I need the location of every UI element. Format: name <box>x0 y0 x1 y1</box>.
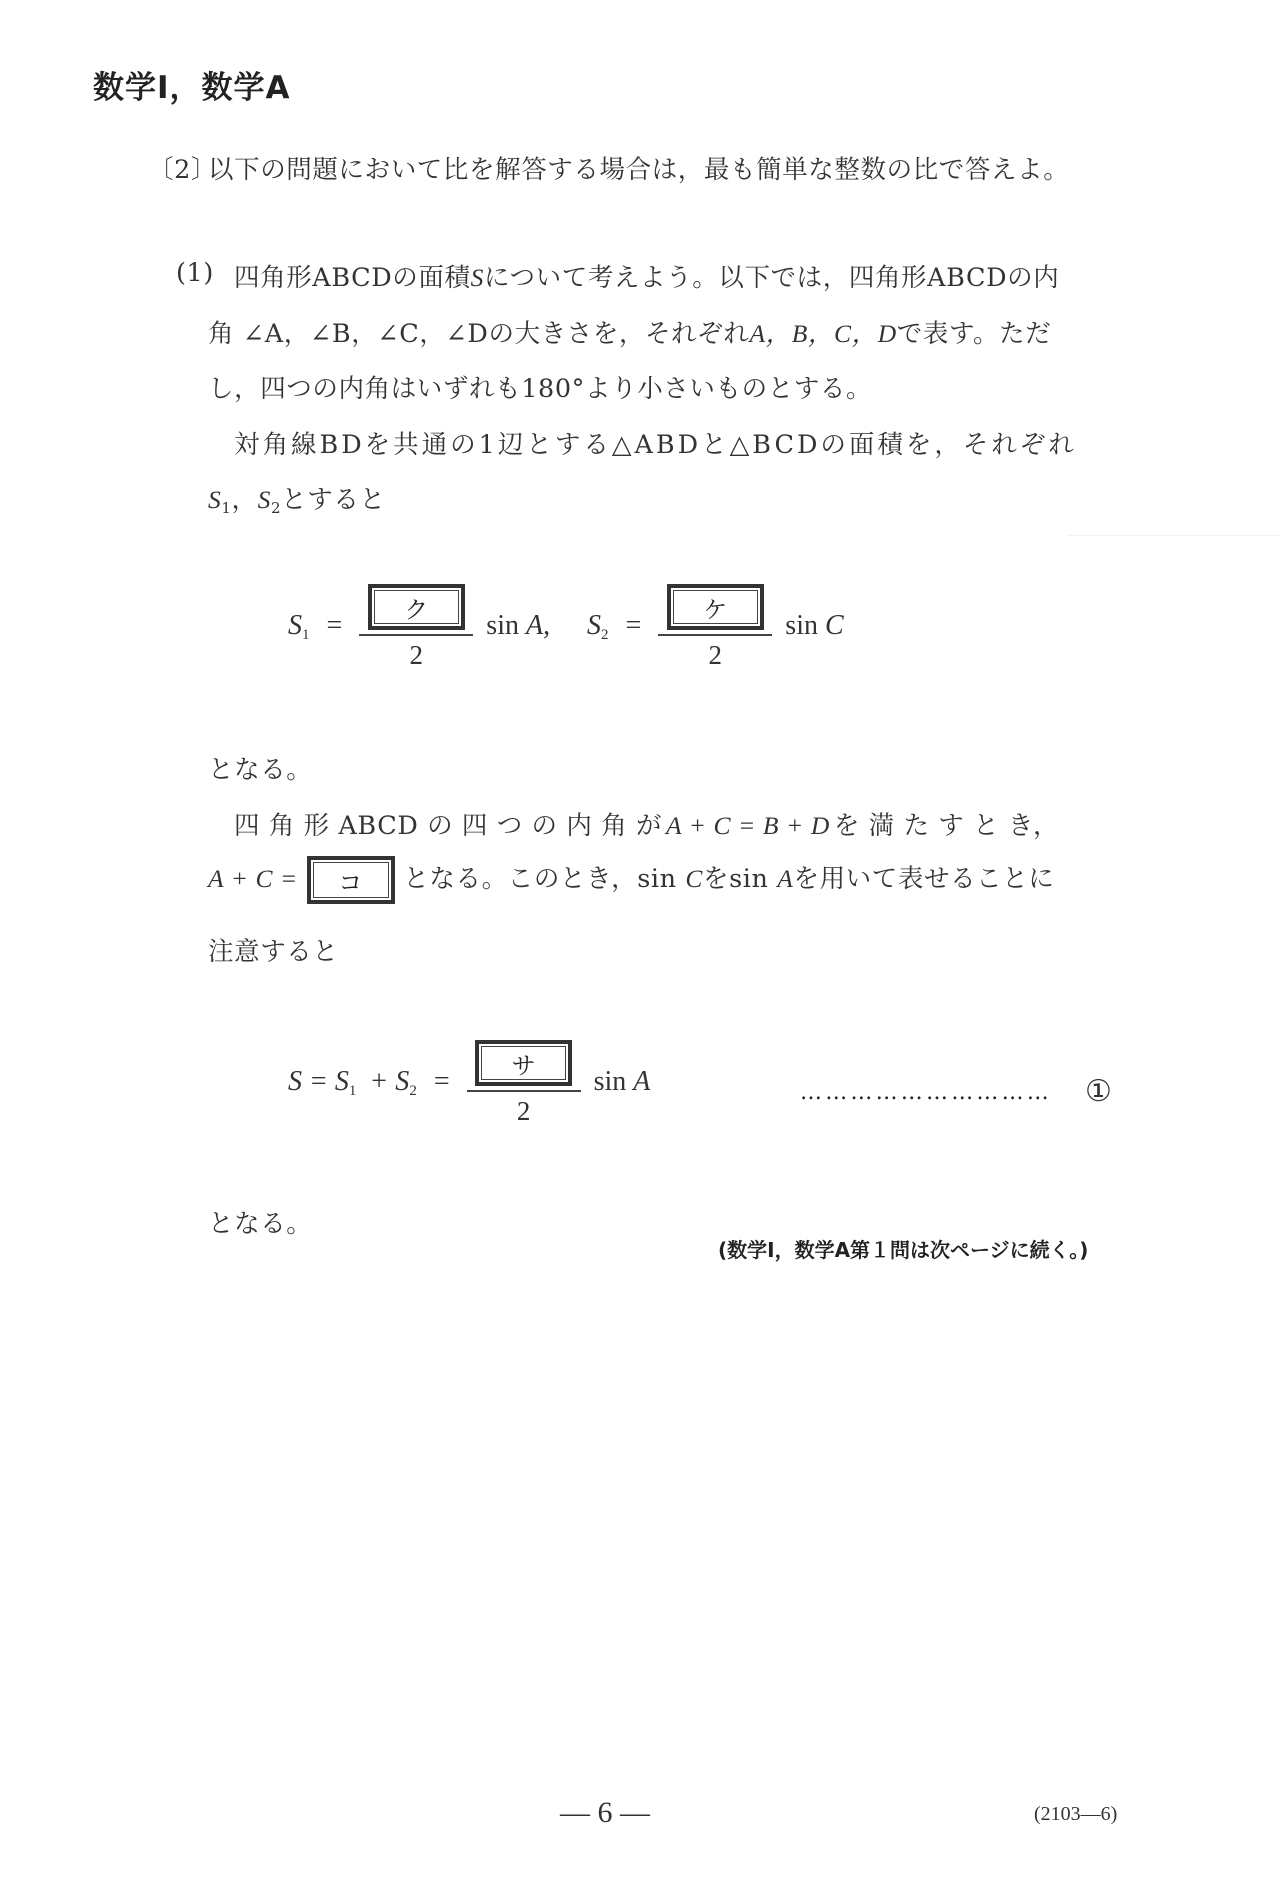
paragraph-line-5 <box>208 480 386 517</box>
subscript: 1 <box>302 626 310 643</box>
paragraph-line-2 <box>208 314 1051 350</box>
math-var: A <box>777 864 794 893</box>
paragraph-line-1 <box>234 258 1059 294</box>
fraction-bar <box>359 634 473 636</box>
numerator <box>658 584 772 634</box>
answer-box-label: コ <box>313 862 389 898</box>
answer-box-ku[interactable] <box>368 584 465 630</box>
equals-sign: = <box>433 1065 450 1097</box>
math-expression: S = S <box>288 1065 349 1097</box>
subscript: 2 <box>601 626 609 643</box>
math-expression: + S <box>369 1065 410 1097</box>
math-var: C <box>824 609 844 641</box>
subscript: 2 <box>409 1082 417 1099</box>
page-number: — 6 — <box>560 1796 650 1829</box>
naru-text-1: となる。 <box>208 755 313 785</box>
section-label: 〔2〕 <box>148 155 218 185</box>
sin-function: sin <box>785 609 818 641</box>
math-equation: A + C = B + D <box>666 811 830 840</box>
sin-function: sin <box>637 864 677 894</box>
text-span: 四 角 形 ABCD の 四 つ の 内 角 が <box>234 811 663 841</box>
equation-number: ① <box>1085 1074 1112 1109</box>
equals-sign: = <box>326 609 343 641</box>
fraction <box>658 584 772 671</box>
text-span: を用いて表せることに <box>793 864 1055 894</box>
math-var: S <box>470 263 484 292</box>
numerator <box>467 1040 581 1090</box>
intro-text: 以下の問題において比を解答する場合は，最も簡単な整数の比で答えよ。 <box>208 155 1070 185</box>
separator: ， <box>231 485 258 515</box>
fraction-bar <box>658 634 772 636</box>
naru-text-2: となる。 <box>208 1209 313 1239</box>
math-equation: A + C = <box>208 864 298 893</box>
paragraph-line-3: し，四つの内角はいずれも180°より小さいものとする。 <box>208 374 873 404</box>
text-span: 角 ∠A，∠B，∠C，∠Dの大きさを，それぞれ <box>208 319 750 349</box>
math-vars: A，B，C，D <box>749 319 897 348</box>
math-var: C <box>685 864 703 893</box>
paragraph-line-6 <box>234 806 1059 842</box>
scan-artifact-line <box>1068 535 1280 536</box>
fraction <box>359 584 473 671</box>
subscript: 2 <box>270 499 282 517</box>
comma: , <box>543 609 551 641</box>
answer-box-label: ク <box>374 590 459 624</box>
text-span: を 満 た す と き， <box>833 811 1060 841</box>
equation-s-total <box>288 1040 650 1127</box>
fraction-bar <box>467 1090 581 1092</box>
answer-box-label: ケ <box>673 590 758 624</box>
sin-function: sin <box>729 864 769 894</box>
denominator: 2 <box>409 640 424 670</box>
math-var: S <box>208 485 222 514</box>
leader-dots: ………………………… <box>800 1080 1052 1105</box>
equation-s1 <box>288 584 550 671</box>
paragraph-line-7 <box>208 856 1055 904</box>
math-var: A <box>525 609 544 641</box>
numerator <box>359 584 473 634</box>
math-var: S <box>288 609 302 641</box>
sin-function: sin <box>593 1065 627 1097</box>
answer-box-ko[interactable] <box>307 856 395 904</box>
math-var: S <box>257 485 271 514</box>
page-title: 数学Ⅰ，数学A <box>93 70 291 106</box>
answer-box-label: サ <box>481 1046 566 1080</box>
answer-box-sa[interactable] <box>475 1040 572 1086</box>
answer-box-ke[interactable] <box>667 584 764 630</box>
text-span: となる。このとき， <box>403 864 638 894</box>
continuation-note: (数学Ⅰ，数学A第１問は次ページに続く。) <box>718 1238 1089 1262</box>
equation-s2 <box>587 584 844 671</box>
text-span: とすると <box>281 485 386 515</box>
math-var: S <box>587 609 601 641</box>
paragraph-line-8: 注意すると <box>208 937 339 967</box>
subscript: 1 <box>348 1082 357 1099</box>
page-code: (2103—6) <box>1034 1803 1118 1825</box>
math-var: A <box>633 1065 651 1097</box>
text-span: について考えよう。以下では，四角形ABCDの内 <box>483 263 1060 293</box>
sin-function: sin <box>486 609 519 641</box>
subscript: 1 <box>221 499 232 517</box>
part-label: (1) <box>176 258 214 288</box>
denominator: 2 <box>516 1096 531 1126</box>
text-span: を <box>703 864 730 894</box>
equals-sign: = <box>625 609 642 641</box>
text-span: 四角形ABCDの面積 <box>234 263 471 293</box>
text-span: で表す。ただ <box>896 319 1052 349</box>
denominator: 2 <box>708 640 723 670</box>
paragraph-line-4: 対角線BDを共通の1辺とする△ABDと△BCDの面積を，それぞれ <box>234 430 1077 460</box>
fraction <box>467 1040 581 1127</box>
